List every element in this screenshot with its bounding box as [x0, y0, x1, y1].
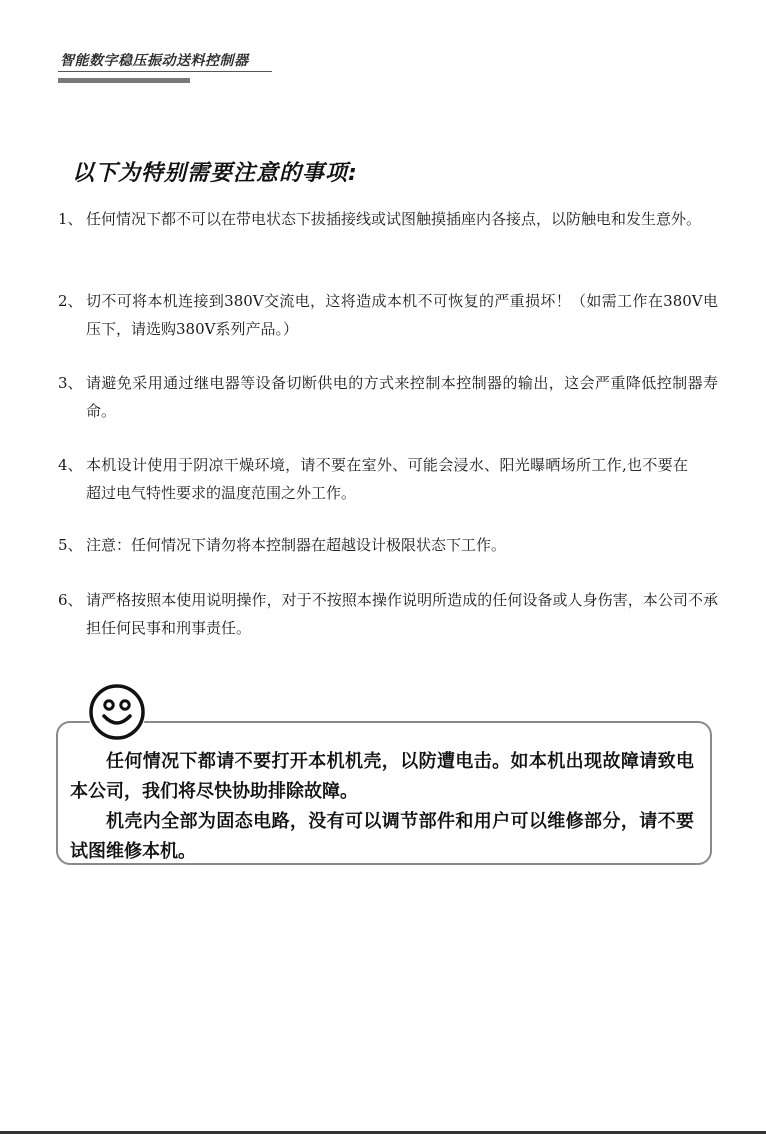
notice-item-4 [58, 451, 688, 507]
notice-item-5 [58, 531, 718, 559]
smiley-face-icon-graphic [88, 683, 146, 741]
notice-item-2 [58, 287, 718, 343]
notice-item-1 [58, 205, 718, 233]
notice-text: 注意：任何情况下请勿将本控制器在超越设计极限状态下工作。 [86, 536, 507, 554]
notice-text: 请避免采用通过继电器等设备切断供电的方式来控制本控制器的输出，这会严重降低控制器寿命。 [86, 374, 718, 420]
notice-text: 请严格按照本使用说明操作，对于不按照本操作说明所造成的任何设备或人身伤害，本公司不承担任何民事和刑事责任。 [86, 591, 718, 637]
warning-paragraph-2: 机壳内全部为固态电路，没有可以调节部件和用户可以维修部分，请不要试图维修本机。 [70, 811, 694, 862]
page-header-title: 智能数字稳压振动送料控制器 [60, 53, 249, 69]
notice-number: 1、 [58, 210, 83, 228]
section-heading: 以下为特别需要注意的事项: [72, 161, 358, 186]
header-divider-thin [58, 71, 272, 72]
warning-box [56, 721, 712, 865]
notice-text: 本机设计使用于阴凉干燥环境，请不要在室外、可能会浸水、阳光曝晒场所工作,也不要在超过电气特性要求的温度范围之外工作。 [86, 456, 688, 502]
notice-text: 切不可将本机连接到380V交流电，这将造成本机不可恢复的严重损坏！（如需工作在380V电压下，请选购380V系列产品。） [86, 292, 718, 338]
notice-text: 任何情况下都不可以在带电状态下拔插接线或试图触摸插座内各接点，以防触电和发生意外。 [86, 210, 702, 228]
notice-number: 4、 [58, 456, 83, 474]
notice-number: 6、 [58, 591, 83, 609]
notice-item-6 [58, 586, 718, 642]
notice-item-3 [58, 369, 718, 425]
notice-number: 5、 [58, 536, 83, 554]
notice-number: 2、 [58, 292, 83, 310]
footer-divider [0, 1131, 766, 1134]
notice-number: 3、 [58, 374, 83, 392]
header-divider-thick [58, 78, 190, 83]
smiley-face-icon [88, 683, 146, 741]
warning-paragraph-1: 任何情况下都请不要打开本机机壳，以防遭电击。如本机出现故障请致电本公司，我们将尽快协助排除故障。 [70, 751, 694, 802]
